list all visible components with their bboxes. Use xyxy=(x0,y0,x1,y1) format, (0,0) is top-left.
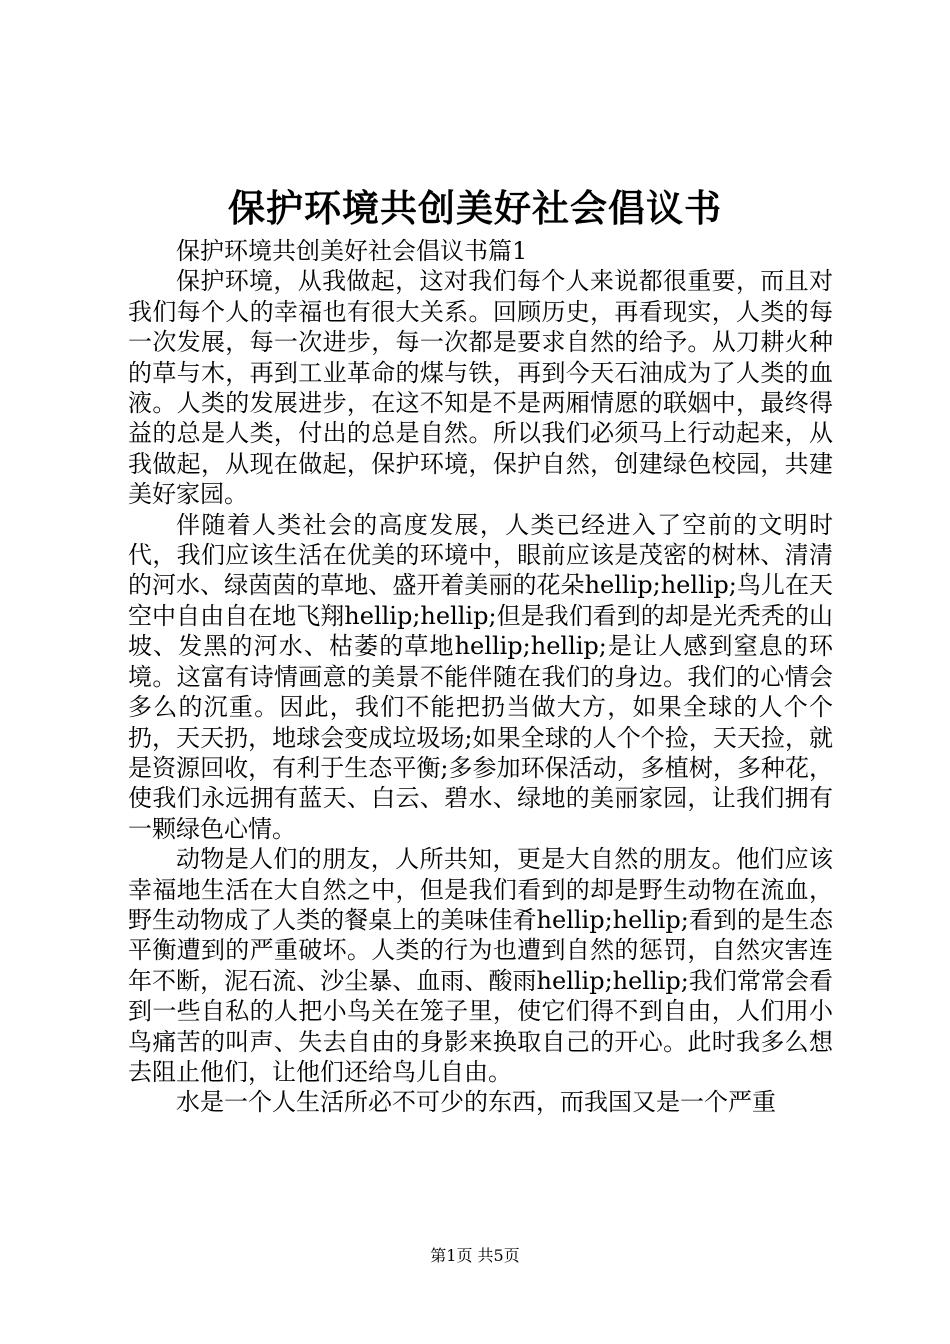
paragraph: 水是一个人生活所必不可少的东西，而我国又是一个严重 xyxy=(176,1088,776,1117)
paragraph: 保护环境，从我做起，这对我们每个人来说都很重要，而且对我们每个人的幸福也有很大关系。回顾历史，再看现实，人类的每一次发展，每一次进步，每一次都是要求自然的给予。从刀耕火种的草与木，再到工业革命的煤与铁，再到今天石油成为了人类的血液。人类的发展进步，在这不知是不是两厢情愿的联姻中，最终得益的总是人类，付出的总是自然。所以我们必须马上行动起来，从我做起，从现在做起，保护环境，保护自然，创建绿色校园，共建美好家园。 xyxy=(128,267,833,509)
document-body xyxy=(128,236,833,1118)
paragraph: 动物是人们的朋友，人所共知，更是大自然的朋友。他们应该幸福地生活在大自然之中，但是我们看到的却是野生动物在流血，野生动物成了人类的餐桌上的美味佳肴hellip;hellip;看到的是生态平衡遭到的严重破坏。人类的行为也遭到自然的惩罚，自然灾害连年不断，泥石流、沙尘暴、血雨、酸雨hellip;hellip;我们常常会看到一些自私的人把小鸟关在笼子里，使它们得不到自由，人们用小鸟痛苦的叫声、失去自由的身影来换取自己的开心。此时我多么想去阻止他们，让他们还给鸟儿自由。 xyxy=(128,845,833,1086)
section-subtitle: 保护环境共创美好社会倡议书篇1 xyxy=(176,237,528,265)
page-footer: 第1页 共5页 xyxy=(430,1246,520,1265)
document-title: 保护环境共创美好社会倡议书 xyxy=(228,186,722,230)
paragraph: 伴随着人类社会的高度发展，人类已经进入了空前的文明时代，我们应该生活在优美的环境中，眼前应该是茂密的树林、清清的河水、绿茵茵的草地、盛开着美丽的花朵hellip;hellip;鸟儿在天空中自由自在地飞翔hellip;hellip;但是我们看到的却是光秃秃的山坡、发黑的河水、枯萎的草地hellip;hellip;是让人感到窒息的环境。这富有诗情画意的美景不能伴随在我们的身边。我们的心情会多么的沉重。因此，我们不能把扔当做大方，如果全球的人个个扔，天天扔，地球会变成垃圾场;如果全球的人个个捡，天天捡，就是资源回收，有利于生态平衡;多参加环保活动，多植树，多种花，使我们永远拥有蓝天、白云、碧水、绿地的美丽家园，让我们拥有一颗绿色心情。 xyxy=(128,510,833,843)
